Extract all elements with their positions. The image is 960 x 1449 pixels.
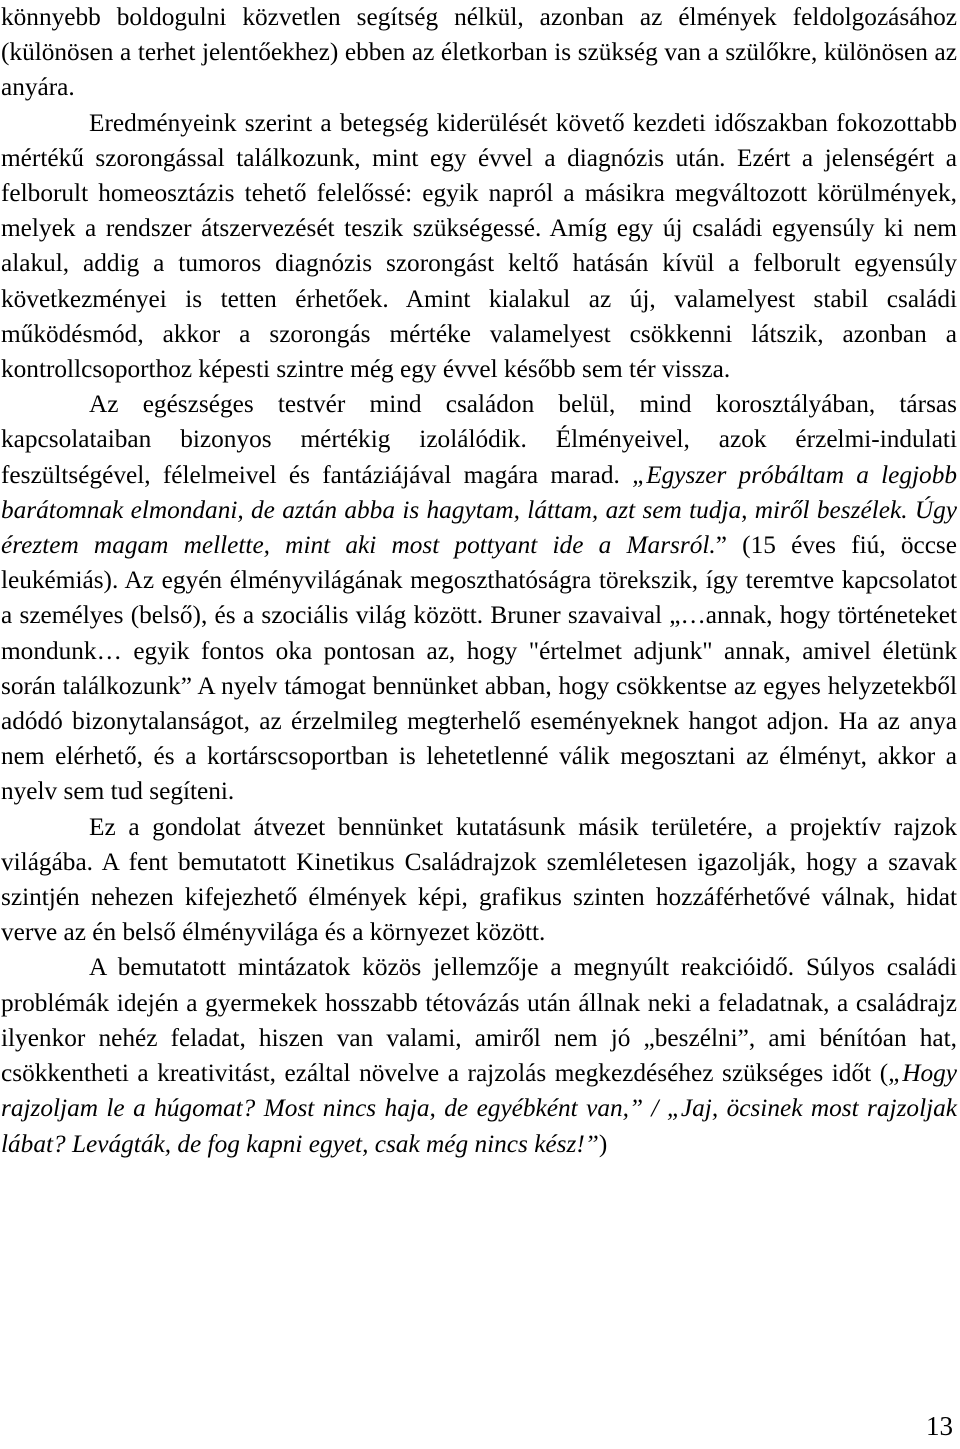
paragraph-3-text-a: Az egészséges testvér mind családon belül, mind korosztályában, társas kapcsolataiban bizonyos mértékig izolálódik. Élményeivel, azok érzelmi-indulati feszültségével, félelmeivel és fantáziájával magára marad.	[1, 390, 957, 489]
paragraph-3-text-b: ” (15 éves fiú, öccse leukémiás). Az egyén élményvilágának megoszthatóságra törekszik, így teremtve kapcsolatot a személyes (belső), és a szociális világ között. Bruner szavaival „…annak, hogy történeteket mondunk… egyik fontos oka pontosan az, hogy "értelmet adjunk" annak, amivel életünk során találkozunk” A nyelv támogat bennünket abban, hogy csökkentse az egyes helyzetekből adódó bizonytalanságot, az érzelmileg megterhelő eseményeknek hangot adjon. Ha az anya nem elérhető, és a kortárscsoportban is lehetetlenné válik megosztani az élményt, akkor a nyelv sem tud segíteni.	[1, 531, 958, 806]
paragraph-3-quote: „Egyszer próbáltam a legjobb barátomnak elmondani, de aztán abba is hagytam, láttam, azt sem tudja, miről beszélek. Úgy éreztem magam mellette, mint aki most pottyant ide a Marsról.	[1, 460, 957, 560]
paragraph-4-text: Ez a gondolat átvezet bennünket kutatásunk másik területére, a projektív rajzok világába. A fent bemutatott Kinetikus Családrajzok szemléletesen igazolják, hogy a szavak szintjén nehezen kifejezhető élmények képi, grafikus szinten hozzáférhetővé válnak, hidat verve az én belső élményvilága és a környezet között.	[1, 812, 957, 947]
paragraph-4	[1, 810, 957, 951]
paragraph-5	[1, 950, 957, 1161]
paragraph-5-text-a: A bemutatott mintázatok közös jellemzője a megnyúlt reakcióidő. Súlyos családi problémák idején a gyermekek hosszabb tétovázás után állnak neki a feladatnak, a családrajz ilyenkor nehéz feladat, hiszen van valami, amiről nem jó „beszélni”, ami bénítóan hat, csökkentheti a kreativitást, ezáltal növelve a rajzolás megkezdéséhez szükséges időt (	[1, 953, 957, 1088]
page-number: 13	[926, 1411, 953, 1441]
paragraph-1	[1, 0, 957, 106]
paragraph-2	[1, 106, 957, 388]
paragraph-5-quote: „Hogy rajzoljam le a húgomat? Most nincs haja, de egyébként van,” / „Jaj, öcsinek most rajzoljak lábat? Levágták, de fog kapni egyet, csak még nincs kész!”	[1, 1059, 957, 1158]
paragraph-1-text: könnyebb boldogulni közvetlen segítség nélkül, azonban az élmények feldolgozásához (különösen a terhet jelentőekhez) ebben az életkorban is szükség van a szülőkre, különösen az anyára.	[1, 3, 957, 102]
paragraph-2-text: Eredményeink szerint a betegség kiderülését követő kezdeti időszakban fokozottabb mértékű szorongással találkozunk, mint egy évvel a diagnózis után. Ezért a jelenségért a felborult homeosztázis tehető felelőssé: egyik napról a másikra megváltozott körülmények, melyek a rendszer átszervezését teszik szükségessé. Amíg egy új családi egyensúly ki nem alakul, addig a tumoros diagnózis szorongást keltő hatásán kívül a felborult egyensúly következményei is tetten érhetőek. Amint kialakul az új, valamelyest stabil családi működésmód, akkor a szorongás mértéke valamelyest csökkenni látszik, azonban a kontrollcsoporthoz képesti szintre még egy évvel később sem tér vissza.	[1, 108, 957, 384]
paragraph-3	[1, 387, 957, 809]
paragraph-5-text-b: )	[598, 1129, 608, 1158]
body-text	[1, 0, 957, 1162]
